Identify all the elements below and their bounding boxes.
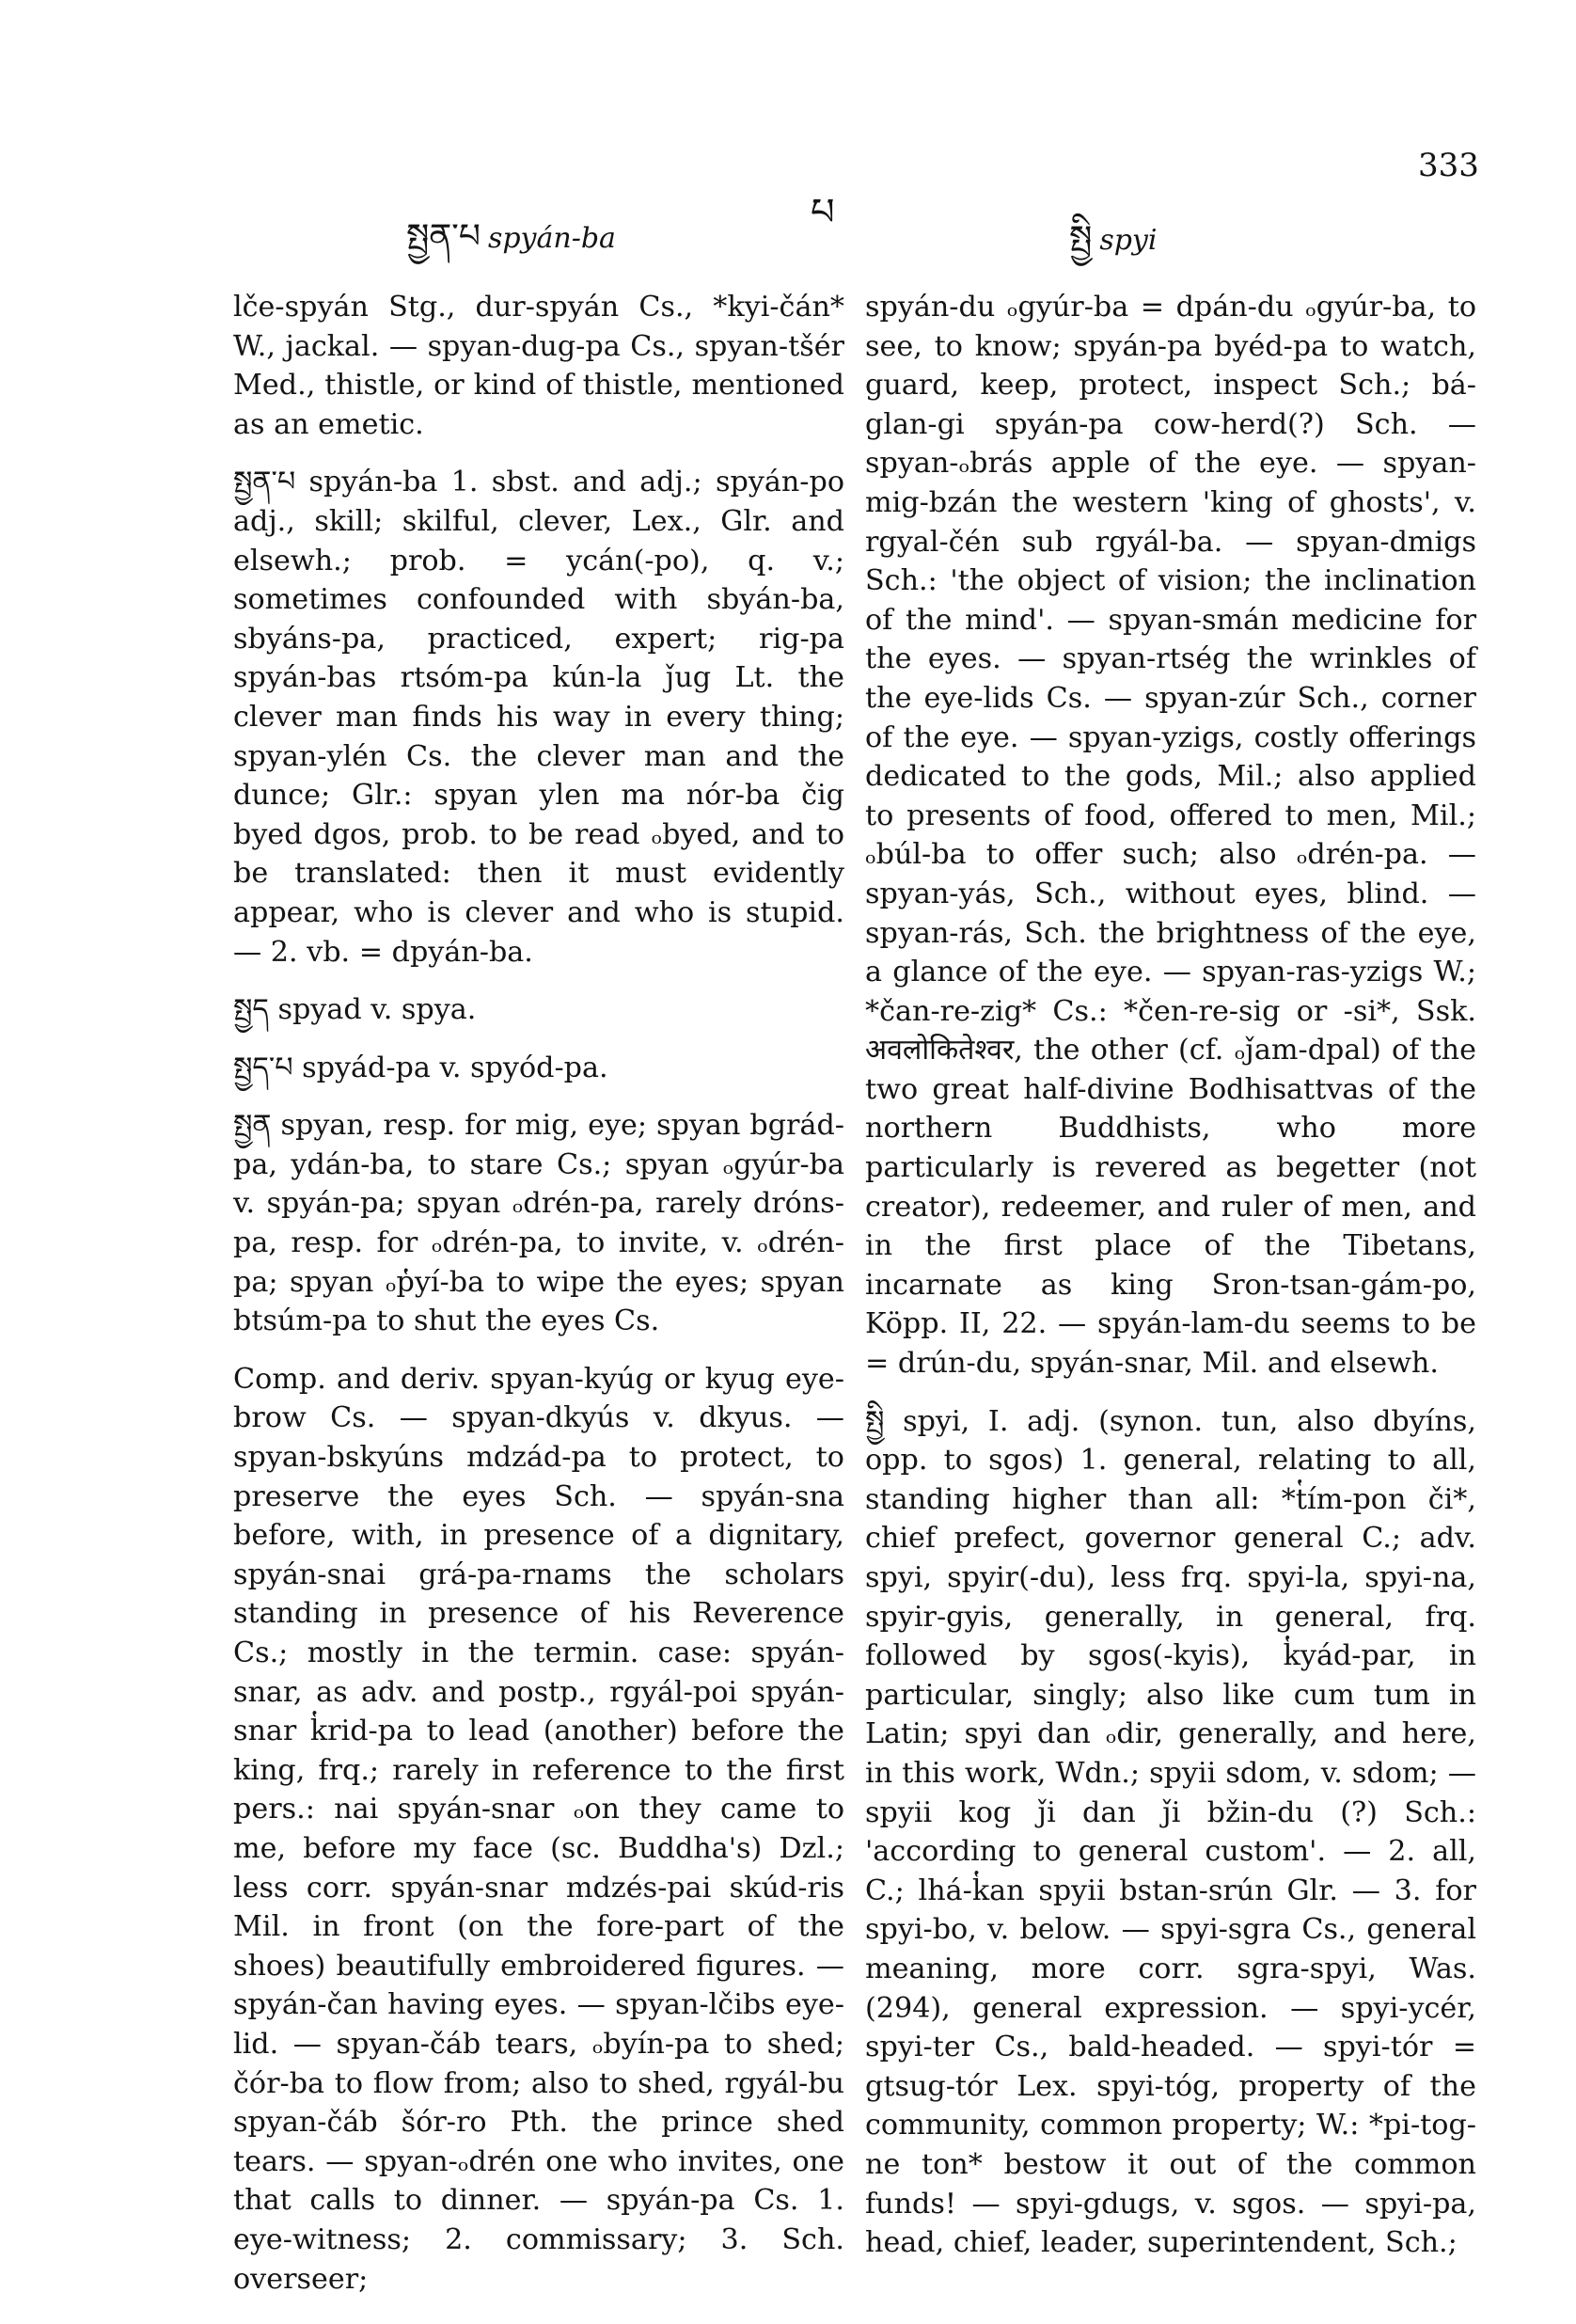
entry-paragraph: spyán-du ₒgyúr-ba = dpán-du ₒgyúr-ba, to see, to know; spyán-pa byéd-pa to watch, guard, keep, protect, inspect Sch.; bá-glan-gi spyán-pa cow-herd(?) Sch. — spyan-ₒbrás apple of the eye. — spyan-mig-bzán the western 'king of ghosts', v. rgyal-čén sub rgyál-ba. — spyan-dmigs Sch.: 'the object of vision; the inclination of the mind'. — spyan-smán medicine for the eyes. — spyan-rtség the wrinkles of the eye-lids Cs. — spyan-zúr Sch., corner of the eye. — spyan-yzigs, costly offerings dedicated to the gods, Mil.; also applied to presents of food, offered to men, Mil.; ₒbúl-ba to offer such; also ₒdrén-pa. — spyan-yás, Sch., without eyes, blind. — spyan-rás, Sch. the brightness of the eye, a glance of the eye. — spyan-ras-yzigs W.; *čan-re-zig* Cs.: *čen-re-sig or -si*, Ssk. अवलोकितेश्वर, the other (cf. ₒǰam-dpal) of the two great half-divine Bodhisattvas of the northern Buddhists, who more particularly is revered as begetter (not creator), redeemer, and ruler of men, and in the first place of the Tibetans, incarnate as king Sron-tsan-gám-po, Köpp. II, 22. — spyán-lam-du seems to be = drún-du, spyán-snar, Mil. and elsewh. [865,291,1476,1381]
header-left-tibetan: སྤྱན་པ [406,217,481,256]
header-right-headword [1069,199,1157,295]
entry-paragraph: lče-spyán Stg., dur-spyán Cs., *kyi-čán* W., jackal. — spyan-dug-pa Cs., spyan-tšér Med., thistle, or kind of thistle, mentioned as an emetic. [233,291,844,441]
entry-paragraph: སྤྱན spyan, resp. for mig, eye; spyan bgrád-pa, ydán-ba, to stare Cs.; spyan ₒgyúr-ba v. spyán-pa; spyan ₒdrén-pa, rarely dróns-pa, resp. for ₒdrén-pa, to invite, v. ₒdrén-pa; spyan ₒp̔yí-ba to wipe the eyes; spyan btsúm-pa to shut the eyes Cs. [233,1109,844,1338]
header-right-tibetan: སྤྱི [1069,219,1093,258]
entry-paragraph: སྤྱད spyad v. spya. [233,993,477,1027]
header-left-term: spyán-ba [487,222,616,255]
left-column [233,288,844,2299]
header-left-headword [406,198,616,293]
header-section-letter: པ [811,191,835,234]
entry-paragraph: Comp. and deriv. spyan-kyúg or kyug eye-brow Cs. — spyan-dkyús v. dkyus. — spyan-bskyúns mdzád-pa to protect, to preserve the eyes Sch. — spyán-sna before, with, in presence of a dignitary, spyán-snai grá-pa-rnams the scholars standing in presence of his Reverence Cs.; mostly in the termin. case: spyán-snar, as adv. and postp., rgyál-poi spyán-snar k̔rid-pa to lead (another) before the king, frq.; rarely in reference to the first pers.: nai spyán-snar ₒon they came to me, before my face (sc. Buddha's) Dzl.; less corr. spyán-snar mdzés-pai skúd-ris Mil. in front (on the fore-part of the shoes) beautifully embroidered figures. — spyán-čan having eyes. — spyan-lčibs eye-lid. — spyan-čáb tears, ₒbyín-pa to shed; čór-ba to flow from; also to shed, rgyál-bu spyan-čáb šór-ro Pth. the prince shed tears. — spyan-ₒdrén one who invites, one that calls to dinner. — spyán-pa Cs. 1. eye-witness; 2. commissary; 3. Sch. overseer; [233,1362,844,2296]
running-header [0,141,1576,258]
header-right-term: spyi [1099,224,1158,257]
entry-paragraph: སྤྱད་པ spyád-pa v. spyód-pa. [233,1051,608,1084]
entry-paragraph: སྤྱན་པ spyán-ba 1. sbst. and adj.; spyán-po adj., skill; skilful, clever, Lex., Glr. and elsewh.; prob. = ycán(-po), q. v.; sometimes confounded with sbyán-ba, sbyáns-pa, practiced, expert; rig-pa spyán-bas rtsóm-pa kún-la ǰug Lt. the clever man finds his way in every thing; spyan-ylén Cs. the clever man and the dunce; Glr.: spyan ylen ma nór-ba čig byed dgos, prob. to be read ₒbyed, and to be translated: then it must evidently appear, who is clever and who is stupid. — 2. vb. = dpyán-ba. [233,466,844,969]
entry-paragraph: སྤྱི spyi, I. adj. (synon. tun, also dbyíns, opp. to sgos) 1. general, relating to all, standing higher than all: *t̔ím-pon či*, chief prefect, governor general C.; adv. spyi, spyir(-du), less frq. spyi-la, spyi-na, spyir-gyis, generally, in general, frq. followed by sgos(-kyis), k̔yád-par, in particular, singly; also like cum tum in Latin; spyi dan ₒdir, generally, and here, in this work, Wdn.; spyii sdom, v. sdom; — spyii kog ǰi dan ǰi bžin-du (?) Sch.: 'according to general custom'. — 2. all, C.; lhá-k̔an spyii bstan-srún Glr. — 3. for spyi-bo, v. below. — spyi-sgra Cs., general meaning, more corr. sgra-spyi, Was. (294), general expression. — spyi-ycér, spyi-ter Cs., bald-headed. — spyi-tór = gtsug-tór Lex. spyi-tóg, property of the community, common property; W.: *pi-tog-ne ton* bestow it out of the common funds! — spyi-gdugs, v. sgos. — spyi-pa, head, chief, leader, superintendent, Sch.; [865,1404,1476,2260]
right-column [865,288,1476,2263]
page-number: 333 [1418,147,1479,184]
